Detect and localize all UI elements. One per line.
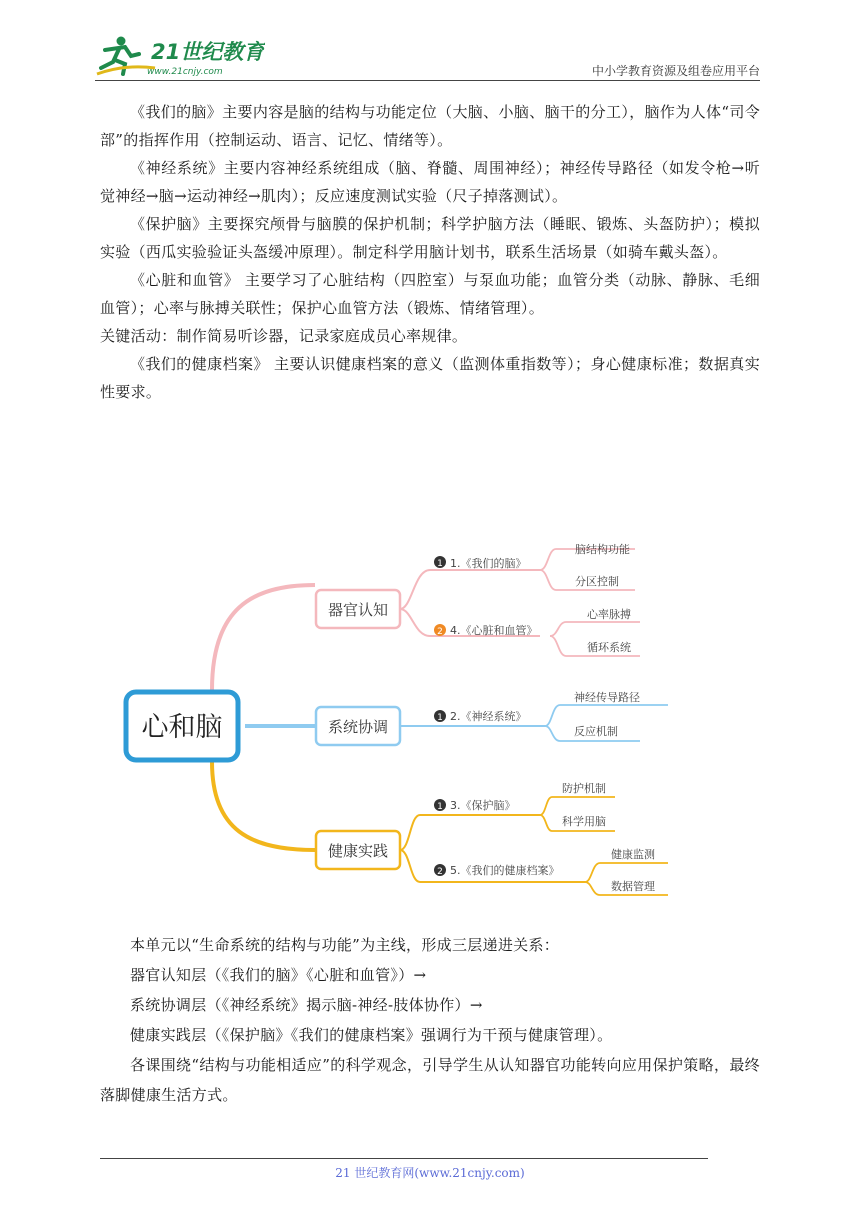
logo-text: 21世纪教育 [151, 40, 265, 64]
leaf-label: 健康监测 [611, 848, 655, 861]
paragraph-brain: 《我们的脑》主要内容是脑的结构与功能定位（大脑、小脑、脑干的分工），脑作为人体“司令部”的指挥作用（控制运动、语言、记忆、情绪等）。 [100, 103, 760, 149]
logo-url: www.21cnjy.com [147, 67, 223, 77]
leaf-label: 防护机制 [562, 782, 606, 795]
leaf-label: 心率脉搏 [587, 608, 631, 621]
badge-2-number: 2 [437, 627, 443, 637]
branch-label-organ: 器官认知 [327, 601, 389, 619]
paragraph-health-record: 《我们的健康档案》 主要认识健康档案的意义（监测体重指数等）；身心健康标准；数据真实性要求。 [100, 355, 760, 401]
badge-1-number: 1 [437, 802, 443, 812]
connector-health [212, 762, 315, 850]
footer-divider [100, 1158, 708, 1159]
lesson-title: 4.《心脏和血管》 [450, 624, 538, 637]
leaf-label: 数据管理 [611, 880, 655, 893]
branch-label-system: 系统协调 [327, 718, 389, 736]
badge-1-number: 1 [437, 559, 443, 569]
connector-organ [212, 585, 315, 690]
leaf-label: 科学用脑 [562, 815, 606, 828]
platform-name: 中小学教育资源及组卷应用平台 [591, 64, 760, 78]
site-logo [95, 34, 265, 78]
footer-link[interactable]: 21 世纪教育网(www.21cnjy.com) [335, 1166, 525, 1180]
lesson-title: 5.《我们的健康档案》 [450, 864, 560, 877]
leaf-label: 神经传导路径 [574, 691, 640, 704]
root-label: 心和脑 [141, 712, 223, 743]
summary-intro: 本单元以“生命系统的结构与功能”为主线，形成三层递进关系： [130, 936, 560, 954]
summary-conclusion: 各课围绕“结构与功能相适应”的科学观念，引导学生从认知器官功能转向应用保护策略，最终落脚健康生活方式。 [100, 1056, 760, 1104]
lesson-title: 2.《神经系统》 [450, 710, 527, 723]
summary-layer-health: 健康实践层（《保护脑》《我们的健康档案》强调行为干预与健康管理）。 [130, 1026, 613, 1044]
leaf-label: 脑结构功能 [575, 543, 630, 556]
branch-label-health: 健康实践 [327, 842, 389, 860]
main-content [100, 98, 760, 406]
page-header [95, 34, 760, 82]
lesson-title: 1.《我们的脑》 [450, 557, 527, 570]
leaf-label: 反应机制 [574, 725, 618, 738]
mind-map [100, 530, 720, 910]
lesson-title: 3.《保护脑》 [450, 799, 516, 812]
badge-1-number: 1 [437, 713, 443, 723]
summary-layer-system: 系统协调层（《神经系统》揭示脑-神经-肢体协作）→ [130, 996, 483, 1014]
branch-health [316, 781, 668, 895]
summary-section [100, 930, 760, 1110]
leaf-label: 分区控制 [575, 575, 619, 588]
paragraph-nervous-system: 《神经系统》主要内容神经系统组成（脑、脊髓、周围神经）；神经传导路径（如发令枪→听觉神经→脑→运动神经→肌肉）；反应速度测试实验（尺子掉落测试）。 [100, 159, 760, 205]
paragraph-key-activity: 关键活动：制作简易听诊器，记录家庭成员心率规律。 [100, 327, 468, 345]
header-divider [95, 80, 760, 81]
leaf-label: 循环系统 [587, 641, 631, 654]
badge-2-number: 2 [437, 867, 443, 877]
paragraph-protect-brain: 《保护脑》主要探究颅骨与脑膜的保护机制；科学护脑方法（睡眠、锻炼、头盔防护）；模拟实验（西瓜实验验证头盔缓冲原理）。制定科学用脑计划书，联系生活场景（如骑车戴头盔）。 [100, 215, 760, 261]
summary-layer-organ: 器官认知层（《我们的脑》《心脏和血管》）→ [130, 966, 427, 984]
paragraph-heart-vessels: 《心脏和血管》 主要学习了心脏结构（四腔室）与泵血功能；血管分类（动脉、静脉、毛细血管）；心率与脉搏关联性；保护心血管方法（锻炼、情绪管理）。 [100, 271, 760, 317]
branch-organ [316, 542, 640, 656]
branch-system [316, 690, 668, 745]
